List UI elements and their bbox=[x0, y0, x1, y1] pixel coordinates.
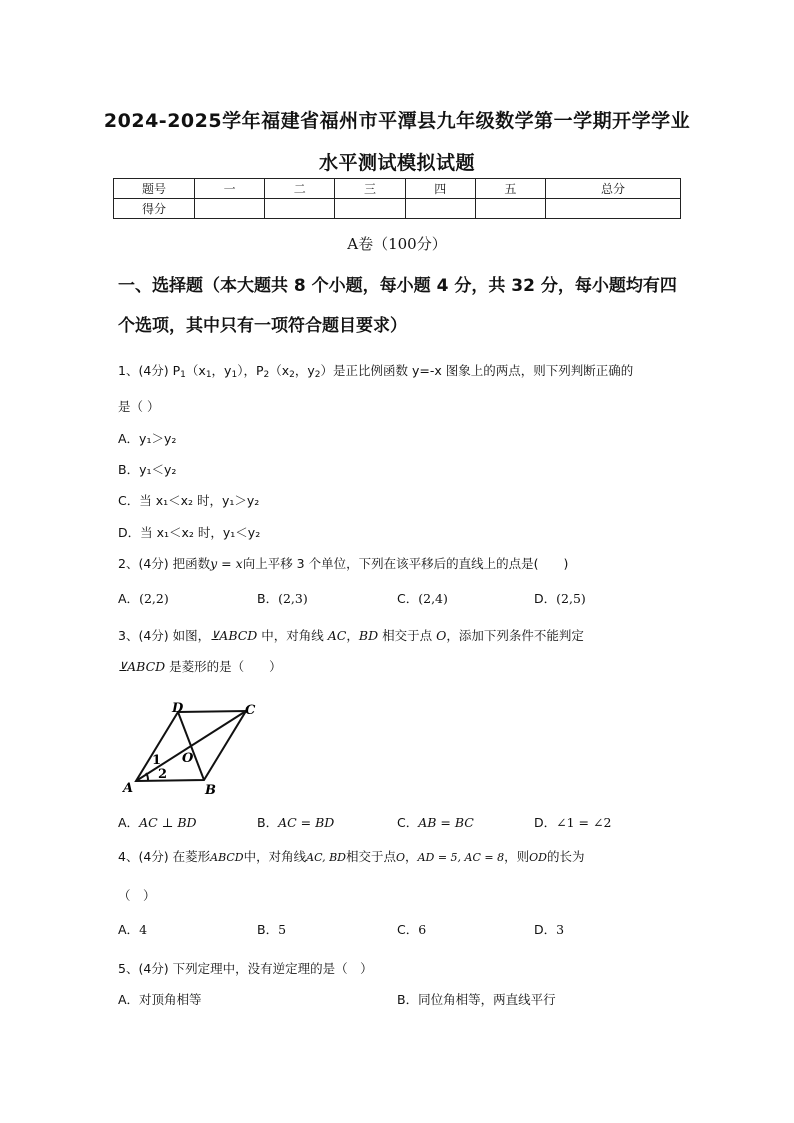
q2-option-d[interactable]: D．(2,5) bbox=[534, 591, 586, 606]
q5-stem: 5、(4分) 下列定理中，没有逆定理的是（ ） bbox=[118, 961, 373, 976]
q3-stem-line2: ⊻ABCD 是菱形的是（ ） bbox=[118, 659, 282, 674]
score-table-header-row bbox=[114, 179, 681, 199]
label-a: A bbox=[123, 781, 134, 796]
score-table-score-row bbox=[114, 199, 681, 219]
score-header-cell: 题号 bbox=[114, 179, 195, 199]
score-header-cell: 一 bbox=[195, 179, 265, 199]
score-cell[interactable] bbox=[405, 199, 475, 219]
score-header-cell: 总分 bbox=[546, 179, 681, 199]
q4-option-d[interactable]: D．3 bbox=[534, 922, 565, 937]
q2-stem: 2、(4分) 把函数y = x向上平移 3 个单位，下列在该平移后的直线上的点是( ) bbox=[118, 556, 569, 571]
score-header-cell: 二 bbox=[265, 179, 335, 199]
score-cell[interactable] bbox=[195, 199, 265, 219]
label-c: C bbox=[245, 703, 256, 718]
label-angle-2: 2 bbox=[158, 767, 168, 782]
q1-option-b[interactable]: B．y₁＜y₂ bbox=[118, 462, 177, 477]
exam-title-line1: 2024-2025学年福建省福州市平潭县九年级数学第一学期开学学业 bbox=[103, 110, 691, 132]
angle-arc bbox=[146, 773, 148, 780]
q3-option-c[interactable]: C．AB = BC bbox=[397, 815, 474, 830]
q2-option-b[interactable]: B．(2,3) bbox=[257, 591, 308, 606]
q3-option-b[interactable]: B．AC = BD bbox=[257, 815, 335, 830]
score-table bbox=[113, 178, 681, 219]
exam-title-line2: 水平测试模拟试题 bbox=[318, 152, 475, 174]
label-o: O bbox=[182, 751, 194, 766]
q3-option-a[interactable]: A．AC ⊥ BD bbox=[118, 815, 197, 830]
paper-label: A卷（100分） bbox=[347, 235, 447, 253]
score-cell[interactable] bbox=[335, 199, 405, 219]
q3-stem: 3、(4分) 如图，⊻ABCD 中，对角线 AC，BD 相交于点 O，添加下列条件不能判定 bbox=[118, 628, 584, 643]
diagonal-bd bbox=[178, 712, 204, 780]
q2-option-c[interactable]: C．(2,4) bbox=[397, 591, 448, 606]
q4-stem: 4、(4分) 在菱形ABCD中，对角线AC, BD相交于点O，AD = 5, AC = 8，则OD的长为 bbox=[118, 849, 585, 864]
q2-option-a[interactable]: A．(2,2) bbox=[118, 591, 169, 606]
q1-stem-end: 是（ ） bbox=[118, 399, 160, 414]
section-heading: 一、选择题（本大题共 8 个小题，每小题 4 分，共 32 分，每小题均有四个选项，其中只有一项符合题目要求） bbox=[118, 276, 677, 336]
q4-option-c[interactable]: C．6 bbox=[397, 922, 427, 937]
q5-option-b[interactable]: B．同位角相等，两直线平行 bbox=[397, 992, 556, 1007]
q1-stem: 1、(4分) $P_1(x_1$，$y_1$），$P_2(x_2$，$y_2$）是正比例函数 y=-x 图象上的两点，则下列判断正确的 bbox=[118, 363, 634, 380]
label-d: D bbox=[172, 701, 184, 716]
q5-option-a[interactable]: A．对顶角相等 bbox=[118, 992, 202, 1007]
q3-option-d[interactable]: D．∠1 = ∠2 bbox=[534, 815, 612, 830]
q4-stem-end: （ ） bbox=[118, 888, 156, 903]
q1-option-d[interactable]: D．当 x₁＜x₂ 时，y₁＜y₂ bbox=[118, 525, 261, 540]
score-cell[interactable] bbox=[265, 199, 335, 219]
q4-option-b[interactable]: B．5 bbox=[257, 922, 287, 937]
score-row-label: 得分 bbox=[114, 199, 195, 219]
score-cell[interactable] bbox=[475, 199, 545, 219]
score-header-cell: 三 bbox=[335, 179, 405, 199]
label-b: B bbox=[205, 783, 216, 798]
q1-option-a[interactable]: A．y₁＞y₂ bbox=[118, 431, 177, 446]
q4-option-a[interactable]: A．4 bbox=[118, 922, 148, 937]
score-header-cell: 五 bbox=[475, 179, 545, 199]
label-angle-1: 1 bbox=[152, 753, 162, 768]
score-header-cell: 四 bbox=[405, 179, 475, 199]
score-cell[interactable] bbox=[546, 199, 681, 219]
parallelogram-figure bbox=[118, 698, 268, 798]
q1-option-c[interactable]: C．当 x₁＜x₂ 时，y₁＞y₂ bbox=[118, 493, 260, 508]
